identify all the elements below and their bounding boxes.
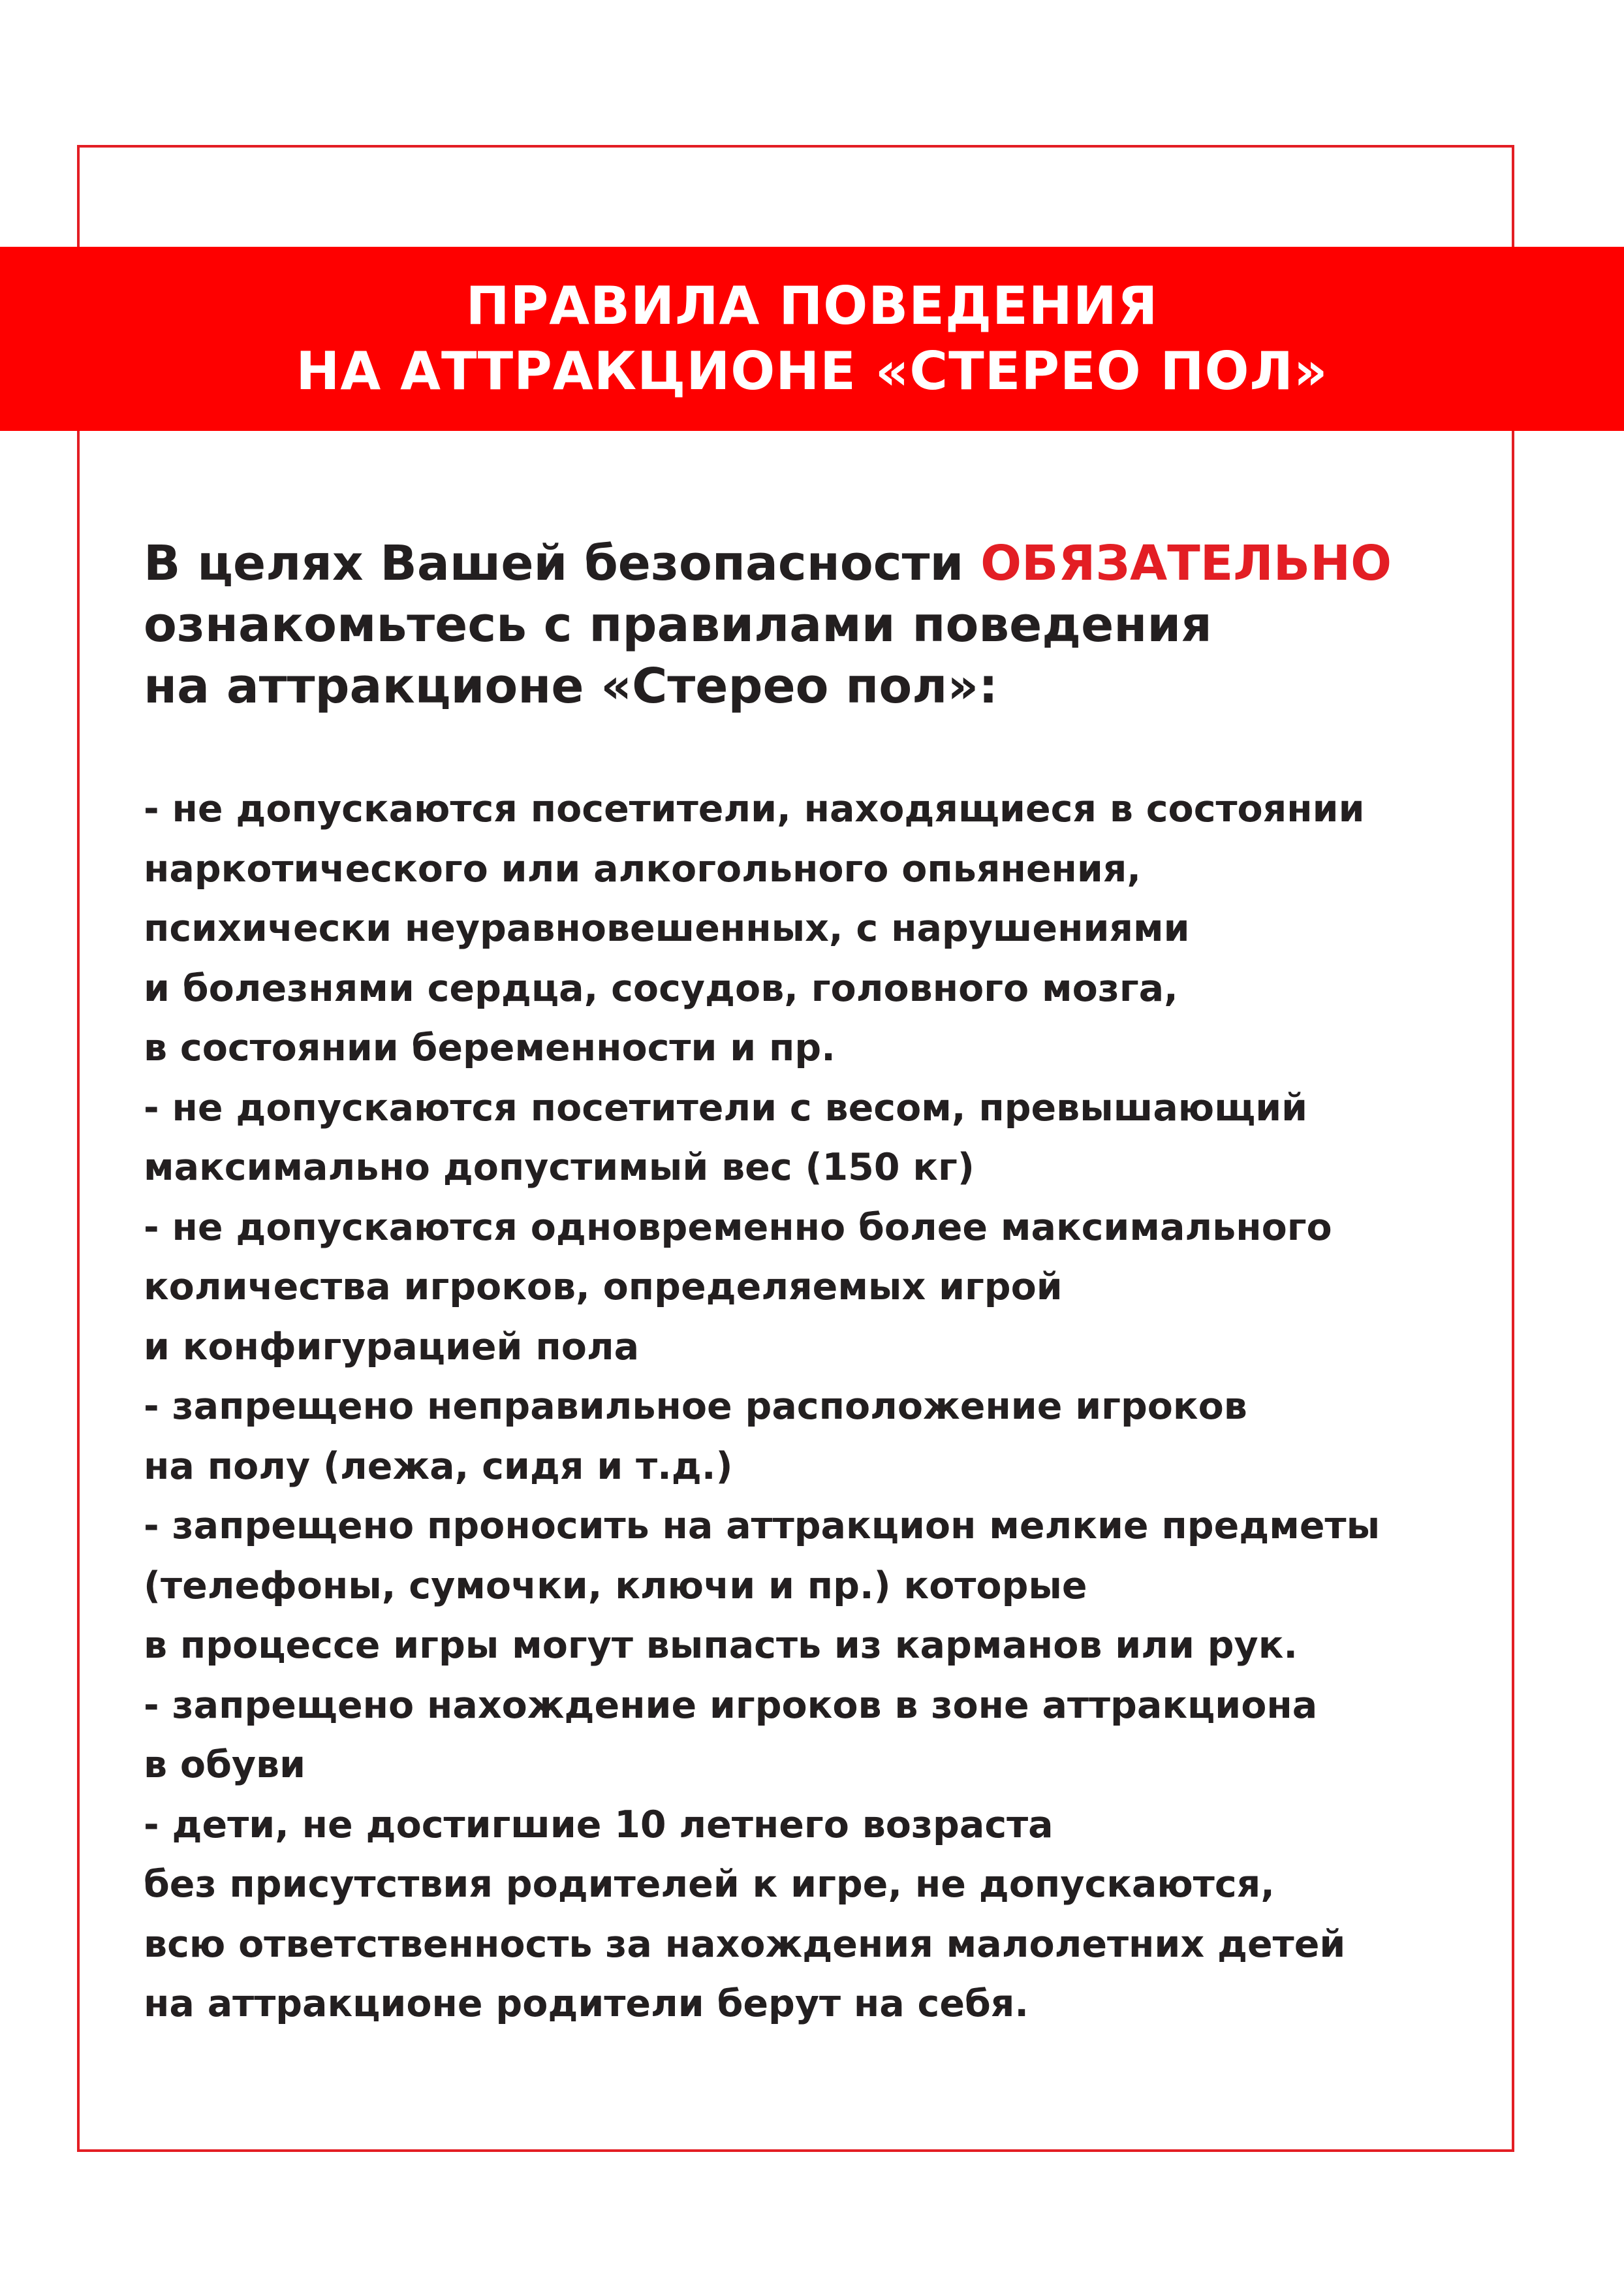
rules-list <box>144 780 1495 2034</box>
rule-line: на аттракционе родители берут на себя. <box>144 1982 1029 2025</box>
rule-line: - не допускаются одновременно более максимального <box>144 1205 1332 1249</box>
rule-line: психически неуравновешенных, с нарушениями <box>144 907 1190 950</box>
rule-line: - не допускаются посетители, находящиеся в состоянии <box>144 787 1365 830</box>
rule-line: - не допускаются посетители с весом, превышающий <box>144 1086 1308 1130</box>
rule-line: без присутствия родителей к игре, не допускаются, <box>144 1863 1275 1906</box>
rule-line: - запрещено проносить на аттракцион мелкие предметы <box>144 1504 1381 1547</box>
mandatory-emphasis: ОБЯЗАТЕЛЬНО <box>980 535 1392 592</box>
intro-text <box>144 533 1495 717</box>
title-line-2: НА АТТРАКЦИОНЕ «СТЕРЕО ПОЛ» <box>296 341 1328 402</box>
rule-line: наркотического или алкогольного опьянения, <box>144 847 1142 891</box>
rule-line: и конфигурацией пола <box>144 1325 640 1368</box>
title-line-1: ПРАВИЛА ПОВЕДЕНИЯ <box>465 276 1159 336</box>
rule-line: максимально допустимый вес (150 кг) <box>144 1146 975 1189</box>
rule-line: количества игроков, определяемых игрой <box>144 1265 1063 1308</box>
rule-line: и болезнями сердца, сосудов, головного мозга, <box>144 966 1178 1010</box>
rule-line: - дети, не достигшие 10 летнего возраста <box>144 1803 1054 1846</box>
rule-line: на полу (лежа, сидя и т.д.) <box>144 1444 733 1488</box>
rule-line: в состоянии беременности и пр. <box>144 1026 835 1069</box>
intro-line-3: на аттракционе «Стерео пол»: <box>144 658 998 714</box>
rule-line: (телефоны, сумочки, ключи и пр.) которые <box>144 1564 1087 1607</box>
title-banner <box>0 247 1624 431</box>
rule-line: в процессе игры могут выпасть из карманов или рук. <box>144 1624 1298 1667</box>
rule-line: в обуви <box>144 1743 306 1786</box>
intro-line-2: ознакомьтесь с правилами поведения <box>144 597 1212 653</box>
page-title <box>0 247 1624 431</box>
intro-prefix: В целях Вашей безопасности <box>144 535 981 592</box>
intro-line-1 <box>144 533 1495 594</box>
rule-line: - запрещено неправильное расположение игроков <box>144 1385 1247 1428</box>
rule-line: - запрещено нахождение игроков в зоне аттракциона <box>144 1683 1318 1727</box>
rule-line: всю ответственность за нахождения малолетних детей <box>144 1922 1346 1966</box>
